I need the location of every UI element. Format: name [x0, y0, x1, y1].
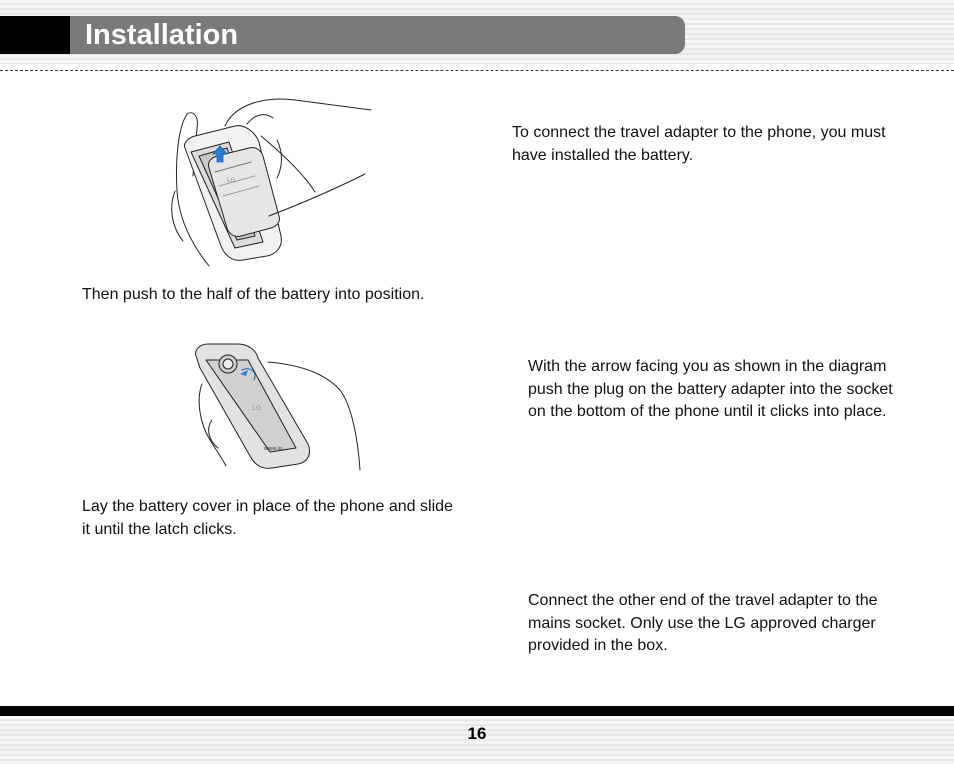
para-arrow-plug-line-1: With the arrow facing you as shown in the diagram	[528, 358, 887, 375]
title-tab-marker	[0, 16, 70, 54]
caption-push-battery	[82, 284, 424, 307]
caption-battery-cover-line-2: it until the latch clicks.	[82, 520, 237, 538]
caption-battery-cover	[82, 496, 453, 541]
page-number: 16	[467, 724, 487, 743]
page-title: Installation	[85, 19, 239, 51]
cover-url: www.lg	[264, 446, 282, 452]
para-arrow-plug-line-3: on the bottom of the phone until it clicks into place.	[528, 403, 887, 420]
para-mains-socket-line-1: Connect the other end of the travel adapter to the	[528, 592, 878, 609]
dashed-divider	[0, 70, 954, 71]
para-connect-adapter	[512, 122, 886, 167]
para-mains-socket	[528, 590, 878, 658]
battery-insert-illustration	[165, 96, 377, 268]
para-connect-adapter-line-2: have installed the battery.	[512, 146, 694, 164]
battery-logo: LG	[227, 177, 235, 184]
battery-cover-illustration	[192, 340, 362, 474]
cover-logo: LG	[252, 404, 262, 412]
para-connect-adapter-line-1: To connect the travel adapter to the phone, you must	[512, 124, 886, 141]
para-arrow-plug-line-2: push the plug on the battery adapter into the socket	[528, 380, 893, 398]
para-arrow-plug	[528, 356, 893, 424]
para-mains-socket-line-3: provided in the box.	[528, 637, 668, 654]
footer-rule	[0, 706, 954, 716]
caption-push-battery-text: Then push to the half of the battery into position.	[82, 286, 425, 303]
para-mains-socket-line-2: mains socket. Only use the LG approved charger	[528, 614, 876, 632]
caption-battery-cover-line-1: Lay the battery cover in place of the phone and slide	[82, 498, 453, 515]
